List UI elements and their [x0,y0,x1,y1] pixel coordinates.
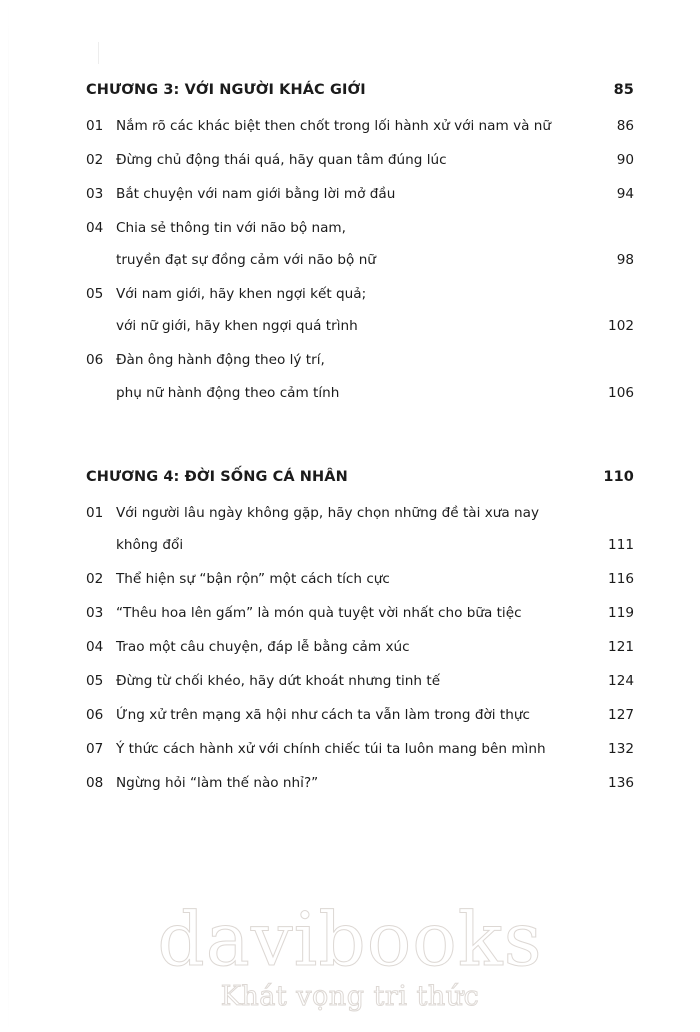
entry-title [116,773,596,794]
entry-title-line: Đừng chủ động thái quá, hãy quan tâm đúng lúc [116,152,447,169]
entry-title-line: với nữ giới, hãy khen ngợi quá trình [116,318,358,335]
entry-number: 08 [86,775,104,792]
entry-number: 05 [86,286,104,303]
entry-number: 02 [86,152,104,169]
entry-title [116,503,596,556]
entry-title [116,603,596,624]
toc-entry[interactable] [86,637,634,658]
entry-title-line: “Thêu hoa lên gấm” là món quà tuyệt vời nhất cho bữa tiệc [116,604,522,621]
entry-title-line: Bắt chuyện với nam giới bằng lời mở đầu [116,186,396,203]
entry-title-line: Chia sẻ thông tin với não bộ nam, [116,220,346,237]
watermark-brand: davibooks [157,897,543,983]
toc-entry[interactable] [86,184,634,205]
entry-title-line: Ngừng hỏi “làm thế nào nhỉ?” [116,775,319,792]
entry-title [116,350,596,403]
watermark [0,897,700,1013]
toc-entry[interactable] [86,773,634,794]
entry-number: 01 [86,504,104,521]
entry-title-line: Đàn ông hành động theo lý trí, [116,352,325,369]
chapter-block-4 [86,469,634,795]
crop-mark [98,42,99,64]
entry-title-line: Đừng từ chối khéo, hãy dứt khoát nhưng tinh tế [116,672,441,689]
entry-title-line: Với người lâu ngày không gặp, hãy chọn những đề tài xưa nay [116,504,540,521]
entry-title-line: truyền đạt sự đồng cảm với não bộ nữ [116,252,376,269]
chapter-heading-4 [86,469,634,485]
entry-title [116,705,596,726]
entry-title-line: phụ nữ hành động theo cảm tính [116,384,340,401]
entry-page-number: 111 [608,536,634,553]
entry-number: 06 [86,352,104,369]
chapter-title: CHƯƠNG 4: ĐỜI SỐNG CÁ NHÂN [86,468,348,485]
chapter-page-number: 85 [613,82,634,98]
entry-title [116,184,596,205]
entry-page-number: 119 [608,604,634,621]
toc-entry[interactable] [86,739,634,760]
toc-entry[interactable] [86,218,634,271]
toc-entry[interactable] [86,671,634,692]
page-left-edge-artifact [8,0,9,1032]
toc-entry[interactable] [86,603,634,624]
entry-page-number: 116 [608,570,634,587]
entry-title [116,739,596,760]
entry-title [116,218,596,271]
entry-title-line: Với nam giới, hãy khen ngợi kết quả; [116,286,367,303]
entry-page-number: 127 [608,706,634,723]
entry-title [116,150,596,171]
entry-page-number: 102 [608,318,634,335]
entry-number: 03 [86,186,104,203]
entry-page-number: 106 [608,384,634,401]
entry-page-number: 121 [608,638,634,655]
entry-page-number: 98 [616,252,634,269]
toc-content [86,82,634,807]
entry-number: 02 [86,570,104,587]
toc-entry[interactable] [86,284,634,337]
entry-title [116,116,596,137]
entry-title-line: Trao một câu chuyện, đáp lễ bằng cảm xúc [116,638,410,655]
toc-entry[interactable] [86,150,634,171]
toc-entry[interactable] [86,569,634,590]
entry-title [116,569,596,590]
entry-number: 06 [86,706,104,723]
chapter-title: CHƯƠNG 3: VỚI NGƯỜI KHÁC GIỚI [86,82,366,98]
entry-title-line: không đổi [116,536,184,553]
entry-title [116,637,596,658]
entry-title-line: Nắm rõ các khác biệt then chốt trong lối hành xử với nam và nữ [116,118,551,134]
chapter-page-number: 110 [603,468,634,485]
entry-page-number: 124 [608,672,634,689]
entry-title-line: Ý thức cách hành xử với chính chiếc túi ta luôn mang bên mình [116,741,546,757]
entry-title-line: Thể hiện sự “bận rộn” một cách tích cực [116,570,390,587]
entry-page-number: 86 [616,118,634,134]
entry-number: 04 [86,220,104,237]
entry-number: 04 [86,638,104,655]
entry-number: 07 [86,741,104,757]
toc-entry[interactable] [86,116,634,137]
entry-number: 03 [86,604,104,621]
entry-title [116,284,596,337]
entry-title-line: Ứng xử trên mạng xã hội như cách ta vẫn làm trong đời thực [116,706,530,723]
chapter-block-3 [86,82,634,404]
entry-title [116,671,596,692]
entry-number: 01 [86,118,104,134]
watermark-tagline: Khát vọng tri thức [220,981,480,1013]
entry-number: 05 [86,672,104,689]
chapter-heading-3 [86,82,634,98]
entry-page-number: 90 [616,152,634,169]
entry-page-number: 132 [608,741,634,757]
entry-page-number: 136 [608,775,634,792]
toc-entry[interactable] [86,350,634,403]
toc-entry[interactable] [86,503,634,556]
entry-page-number: 94 [616,186,634,203]
toc-entry[interactable] [86,705,634,726]
section-gap [86,417,634,469]
